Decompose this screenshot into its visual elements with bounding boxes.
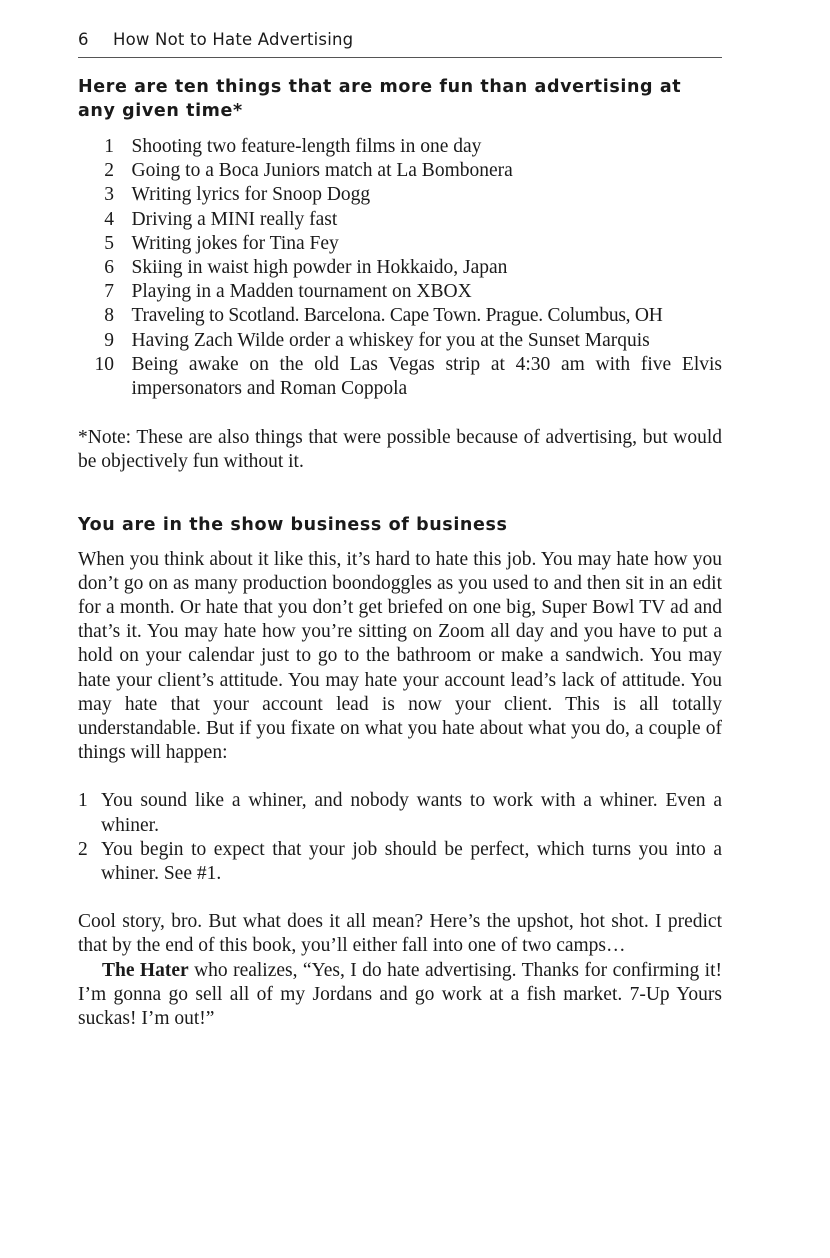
list-item [78,304,722,328]
consequences-list [78,789,722,886]
cool-story-paragraph: Cool story, bro. But what does it all mean? Here’s the upshot, hot shot. I predict that by the end of this book, you’ll either fall into one of two camps… [78,911,722,957]
item-number: 10 [94,353,114,375]
body-paragraph: When you think about it like this, it’s hard to hate this job. You may hate how you don’t go on as many production boondoggles as you used to and then sit in an edit for a month. Or hate that you don’t get briefed on one big, Super Bowl TV ad and that’s it. You may hate how you’re sitting on Zoom all day and you have to put a hold on your calendar just to go to the bathroom or make a sandwich. You may hate your client’s attitude. You may hate your account lead’s lack of attitude. You may hate that your account lead is now your client. This is all totally understandable. But if you fixate on what you hate about what you do, a couple of things will happen: [78,548,722,764]
list-item [78,838,722,886]
item-number: 1 [104,136,114,157]
running-head [78,28,722,58]
item-number: 3 [104,184,114,206]
item-text: Skiing in waist high powder in Hokkaido, Japan [131,257,508,279]
item-number: 6 [104,257,114,279]
item-number: 4 [104,208,114,230]
item-number: 9 [104,329,114,351]
item-text: Having Zach Wilde order a whiskey for you at the Sunset Marquis [131,329,650,351]
fun-list-heading: Here are ten things that are more fun than advertising at any given time* [78,77,682,121]
fun-things-list [78,135,722,401]
list-item [78,159,722,183]
item-text: Driving a MINI really fast [131,208,338,230]
hater-text: who realizes, “Yes, I do hate advertising. Thanks for confirming it! I’m gonna go sell all of my Jordans and go work at a fish market. 7-Up Yours suckas! I’m out!” [78,959,722,1030]
hater-label: The Hater [102,959,189,981]
item-number: 7 [104,281,114,303]
book-title: How Not to Hate Advertising [113,30,354,49]
item-text: Shooting two feature-length films in one day [131,136,482,157]
item-text: You sound like a whiner, and nobody wants to work with a whiner. Even a whiner. [101,790,722,836]
item-text: You begin to expect that your job should be perfect, which turns you into a whiner. See #1. [101,838,722,885]
item-number: 8 [104,305,114,327]
list-item [78,256,722,280]
item-text: Writing lyrics for Snoop Dogg [131,184,371,206]
item-text: Going to a Boca Juniors match at La Bombonera [131,160,513,182]
item-number: 2 [78,838,88,860]
item-text: Writing jokes for Tina Fey [131,232,339,254]
footnote: *Note: These are also things that were possible because of advertising, but would be objectively fun without it. [78,427,722,473]
item-text: Playing in a Madden tournament on XBOX [131,281,472,303]
list-item [78,183,722,207]
list-item [78,135,722,159]
hater-paragraph [78,959,722,1032]
list-item [78,280,722,304]
page-number: 6 [78,30,89,49]
list-item [78,789,722,837]
book-page [78,28,722,1031]
list-item [78,353,722,401]
item-text: Traveling to Scotland. Barcelona. Cape Town. Prague. Columbus, OH [131,305,663,327]
item-number: 2 [104,160,114,182]
list-item [78,329,722,353]
section-heading: You are in the show business of business [78,514,508,535]
item-number: 5 [104,232,114,254]
list-item [78,232,722,256]
item-number: 1 [78,790,88,812]
item-text: Being awake on the old Las Vegas strip at 4:30 am with five Elvis impersonators and Roman Coppola [131,353,722,400]
list-item [78,208,722,232]
